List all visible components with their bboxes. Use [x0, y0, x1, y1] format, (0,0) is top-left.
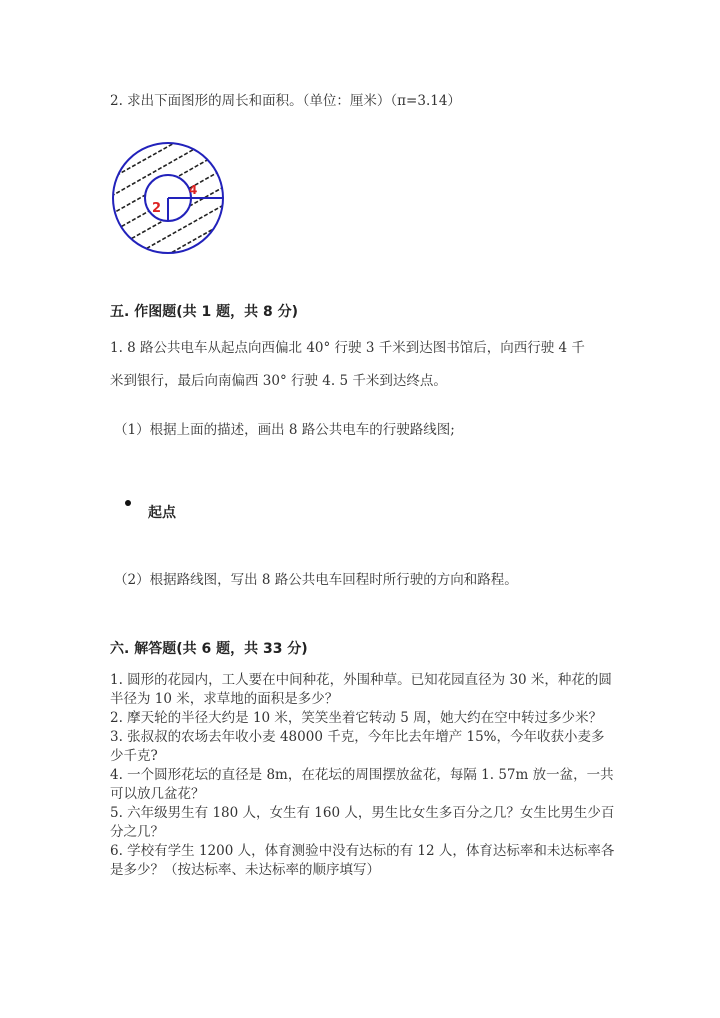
q2-text: 2. 求出下面图形的周长和面积。（单位：厘米）（π=3.14） — [110, 93, 461, 109]
section6-questions — [110, 671, 615, 880]
annulus-figure — [105, 135, 235, 265]
inner-radius-label: 2 — [152, 201, 162, 216]
section5-q1-line1: 1. 8 路公共电车从起点向西偏北 40° 行驶 3 千米到达图书馆后，向西行驶 4 千 — [110, 340, 585, 356]
question-item: 3. 张叔叔的农场去年收小麦 48000 千克，今年比去年增产 15%，今年收获小麦多少千克? — [110, 729, 605, 764]
hatch-lines — [105, 135, 235, 265]
section5-q1-line2: 米到银行，最后向南偏西 30° 行驶 4. 5 千米到达终点。 — [110, 373, 447, 389]
start-point-dot — [125, 500, 131, 506]
question-item: 1. 圆形的花园内，工人要在中间种花，外围种草。已知花园直径为 30 米，种花的圆半径为 10 米，求草地的面积是多少？ — [110, 672, 612, 707]
outer-radius-label: 4 — [189, 183, 198, 197]
section5-part2: （2）根据路线图，写出 8 路公共电车回程时所行驶的方向和路程。 — [114, 572, 518, 588]
question-item: 2. 摩天轮的半径大约是 10 米，笑笑坐着它转动 5 周，她大约在空中转过多少米？ — [110, 710, 603, 726]
question-item: 6. 学校有学生 1200 人，体育测验中没有达标的有 12 人，体育达标率和未达标率各是多少？（按达标率、未达标率的顺序填写） — [110, 843, 615, 878]
start-label: 起点 — [148, 505, 176, 521]
question-item: 4. 一个圆形花坛的直径是 8m，在花坛的周围摆放盆花，每隔 1. 57m 放一盆，一共可以放几盆花？ — [110, 767, 614, 802]
section5-heading: 五. 作图题(共 1 题，共 8 分) — [110, 304, 298, 320]
section6-heading: 六. 解答题(共 6 题，共 33 分) — [110, 641, 308, 657]
question-item: 5. 六年级男生有 180 人，女生有 160 人，男生比女生多百分之几？女生比男生少百分之几？ — [110, 805, 615, 840]
section5-part1: （1）根据上面的描述，画出 8 路公共电车的行驶路线图; — [114, 422, 455, 438]
